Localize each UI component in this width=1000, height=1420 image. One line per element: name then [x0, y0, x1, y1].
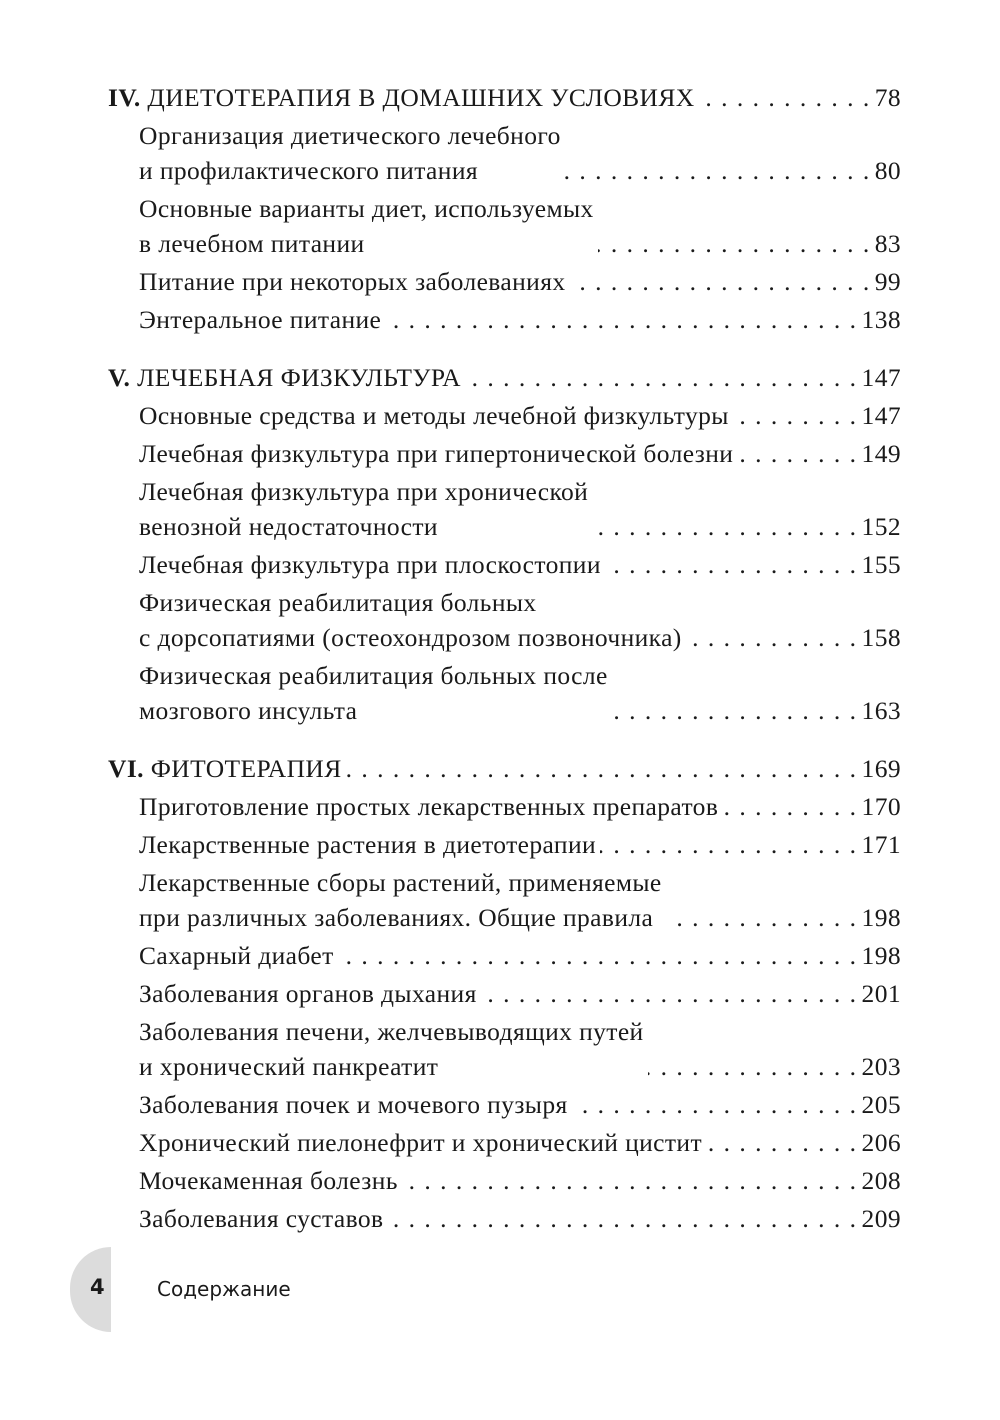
page-number: 205: [861, 1090, 901, 1119]
page-number: 198: [861, 903, 901, 932]
toc-entry[interactable]: [139, 976, 901, 1011]
page-number: 78: [874, 83, 901, 112]
toc-section-vi: [108, 751, 901, 1236]
entry-title: Заболевания почек и мочевого пузыря: [139, 1090, 568, 1119]
page-number: 170: [861, 792, 901, 821]
page-number: 209: [861, 1204, 901, 1233]
entry-title-line2: в лечебном питании: [139, 229, 365, 258]
chapter-number: IV.: [108, 83, 141, 112]
dot-leader: [699, 80, 871, 115]
dot-leader: [402, 1163, 858, 1198]
page-number: 203: [861, 1052, 901, 1081]
chapter-title: ЛЕЧЕБНАЯ ФИЗКУЛЬТУРА: [137, 363, 461, 392]
toc-entry[interactable]: [139, 1125, 901, 1160]
page-number: 152: [861, 512, 901, 541]
toc-entry[interactable]: [139, 938, 901, 973]
entry-title: Сахарный диабет: [139, 941, 334, 970]
toc-section-v: [108, 360, 901, 728]
entry-title: Мочекаменная болезнь: [139, 1166, 398, 1195]
toc-section-iv: [108, 80, 901, 337]
dot-leader: [666, 900, 858, 935]
chapter-heading[interactable]: [108, 360, 901, 395]
page-number: 171: [861, 830, 901, 859]
toc-entry[interactable]: [139, 398, 901, 433]
entry-title: Заболевания органов дыхания: [139, 979, 477, 1008]
page-number: 208: [861, 1166, 901, 1195]
entry-title-line1: Физическая реабилитация больных после: [139, 661, 608, 690]
dot-leader: [346, 751, 858, 786]
page-number: 99: [874, 267, 901, 296]
chapter-title: ДИЕТОТЕРАПИЯ В ДОМАШНИХ УСЛОВИЯХ: [147, 83, 695, 112]
page-number: 163: [861, 696, 901, 725]
entry-title-line2: и хронический панкреатит: [139, 1052, 439, 1081]
chapter-heading[interactable]: [108, 751, 901, 786]
toc-entry[interactable]: [139, 1014, 901, 1084]
dot-leader: [465, 360, 858, 395]
dot-leader: [605, 547, 858, 582]
dot-leader: [737, 436, 857, 471]
toc-entry[interactable]: [139, 827, 901, 862]
chapter-heading[interactable]: [108, 80, 901, 115]
toc-entry[interactable]: [139, 1163, 901, 1198]
toc-entry[interactable]: [139, 789, 901, 824]
entry-title: Приготовление простых лекарственных препаратов: [139, 792, 719, 821]
entry-title-line2: и профилактического питания: [139, 156, 479, 185]
dot-leader: [598, 226, 871, 261]
page-number: 147: [861, 363, 901, 392]
entry-title-line1: Лечебная физкультура при хронической: [139, 477, 589, 506]
toc-entry[interactable]: [139, 191, 901, 261]
dot-leader: [572, 1087, 858, 1122]
dot-leader: [592, 509, 857, 544]
page-number: 83: [874, 229, 901, 258]
toc-entry[interactable]: [139, 302, 901, 337]
toc-entry[interactable]: [139, 474, 901, 544]
toc-entry[interactable]: [139, 658, 901, 728]
dot-leader: [481, 976, 858, 1011]
page-number: 155: [861, 550, 901, 579]
entry-title: Лечебная физкультура при плоскостопии: [139, 550, 601, 579]
entry-title-line1: Лекарственные сборы растений, применяемые: [139, 868, 662, 897]
toc-entry[interactable]: [139, 1087, 901, 1122]
entry-title: Основные средства и методы лечебной физкультуры: [139, 401, 729, 430]
table-of-contents: [108, 80, 901, 1259]
dot-leader: [612, 693, 858, 728]
toc-entry[interactable]: [139, 118, 901, 188]
page-number: 206: [861, 1128, 901, 1157]
page-number: 80: [874, 156, 901, 185]
entry-title-line2: при различных заболеваниях. Общие правила: [139, 903, 654, 932]
chapter-number: V.: [108, 363, 131, 392]
footer-page-number: 4: [90, 1275, 105, 1299]
entry-title: Лечебная физкультура при гипертонической болезни: [139, 439, 734, 468]
toc-entry[interactable]: [139, 1201, 901, 1236]
page-number: 149: [861, 439, 901, 468]
dot-leader: [565, 153, 871, 188]
entry-title-line1: Заболевания печени, желчевыводящих путей: [139, 1017, 644, 1046]
page-number: 147: [861, 401, 901, 430]
dot-leader: [387, 1201, 857, 1236]
entry-title-line1: Физическая реабилитация больных: [139, 588, 537, 617]
entry-title: Питание при некоторых заболеваниях: [139, 267, 566, 296]
chapter-number: VI.: [108, 754, 144, 783]
entry-title: Энтеральное питание: [139, 305, 382, 334]
dot-leader: [733, 398, 858, 433]
dot-leader: [600, 827, 857, 862]
toc-entry[interactable]: [139, 585, 901, 655]
entry-title: Заболевания суставов: [139, 1204, 384, 1233]
dot-leader: [706, 1125, 858, 1160]
entry-title-line2: венозной недостаточности: [139, 512, 438, 541]
dot-leader: [686, 620, 858, 655]
page-number: 169: [861, 754, 901, 783]
page-number: 158: [861, 623, 901, 652]
toc-entry[interactable]: [139, 865, 901, 935]
entry-title-line2: с дорсопатиями (остеохондрозом позвоночника): [139, 623, 682, 652]
dot-leader: [722, 789, 857, 824]
entry-title-line1: Основные варианты диет, используемых: [139, 194, 594, 223]
toc-entry[interactable]: [139, 436, 901, 471]
dot-leader: [338, 938, 858, 973]
dot-leader: [385, 302, 857, 337]
dot-leader: [648, 1049, 858, 1084]
page-number: 138: [861, 305, 901, 334]
entry-title-line1: Организация диетического лечебного: [139, 121, 561, 150]
toc-entry[interactable]: [139, 264, 901, 299]
entry-title: Хронический пиелонефрит и хронический цистит: [139, 1128, 703, 1157]
footer-section-label: Содержание: [157, 1277, 291, 1301]
page-number: 198: [861, 941, 901, 970]
page-number: 201: [861, 979, 901, 1008]
entry-title-line2: мозгового инсульта: [139, 696, 358, 725]
entry-title: Лекарственные растения в диетотерапии: [139, 830, 597, 859]
chapter-title: ФИТОТЕРАПИЯ: [150, 754, 342, 783]
toc-entry[interactable]: [139, 547, 901, 582]
dot-leader: [570, 264, 871, 299]
